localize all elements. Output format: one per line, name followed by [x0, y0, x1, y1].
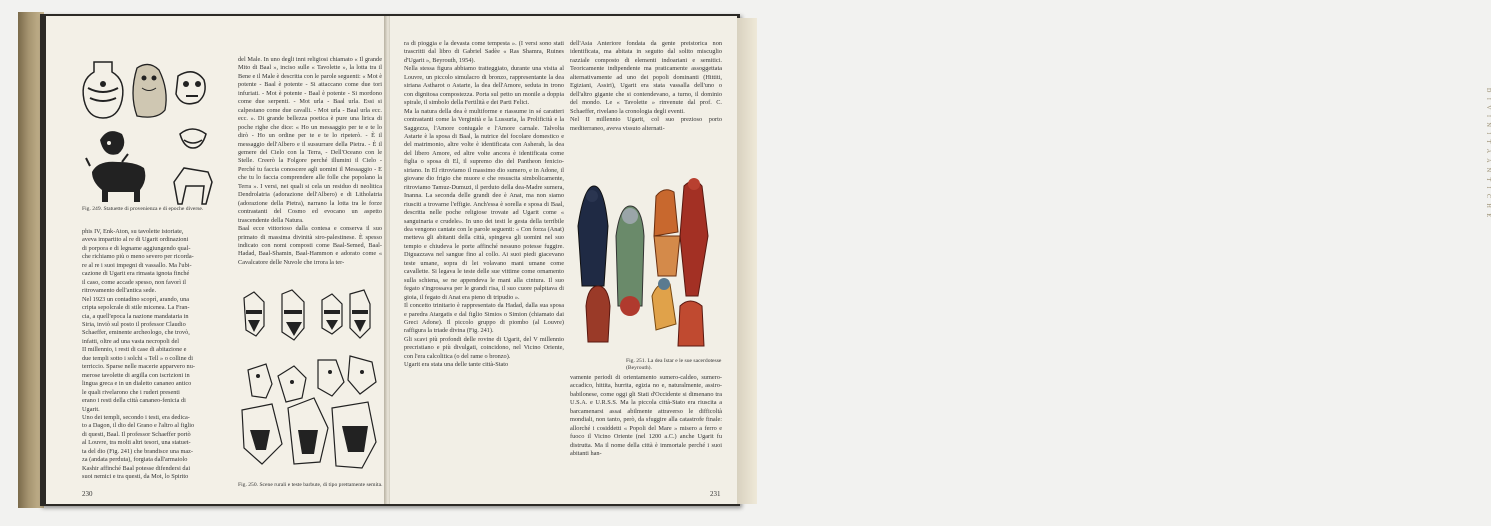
left-page-column-2: del Male. In uno degli inni religiosi chiamato « Il grande Mito di Baal », inciso sulle « Tavolette », la lotta tra il Bene e il Male è descritta con le parole seguenti: « Mot è potente - Baal è potente - Si attaccano come due tori infuriati. - Mot è potente - Baal è potente - Si mordono come due serpenti. - Mot urla - Baal urla. Essi si calpestano come due cavalli. - Mot urla - Baal urla ecc. ecc. ». Di grande bellezza poetica è pure una lirica di poche righe che dice: « Ho un messaggio per te e te lo dirò - Ho un ordine per te e te lo ripeterò. - È il messaggio dell'Albero e il sussurrare della Pietra. - È il gemere del Cielo con la Terra, - Dell'Oceano con le Stelle. Creerò la Folgore perché illumini il Cielo - Perché tu faccia conoscere agli uomini il Messaggio - E che tu lo faccia comprendere alle folle che popolano la Terra ». I versi, nei quali si cela un residuo di neolitica Dendrolatria (adorazione dell'Albero) e di Litholatria (adorazione della Pietra), narrano la lotta tra le forze contrastanti del Cosmo ed evocano un aspetto trascendente della Natura. Baal ecce vittorioso dalla contesa e conserva il suo primato di massima divinità siro-palestinese. È spesso indicato con nomi composti come Baal-Semed, Baal-Hadad, Baal-Shamin, Baal-Hammon e adorato come « Cavalcatore delle Nuvole che irrora la ter- [238, 56, 382, 266]
figure-250-bearded-heads [238, 290, 383, 480]
right-page-column-2-top: dell'Asia Anteriore fondata da gente preistorica non identificata, ma abitata in seguito dal solito miscuglio razziale composto di elementi indoariani e semitici. Teoricamente indipendente ma praticamente assoggettata alternativamente ad uno dei popoli dominanti (Hittiti, Egiziani, Assiri), Ugarit era stata vassalla dell'uno o dell'altro gigante che si contendevano, a turno, il dominio del mondo. Le « Tavolette » rinvenute dal prof. C. Schaeffer, rivelano la cronologia degli eventi. Nel II millennio Ugarit, col suo prezioso porto mediterraneo, aveva vissuto alternati- [570, 40, 722, 132]
page-edges [737, 18, 1491, 504]
figure-249-caption: Fig. 249. Statuette di provenienza e di epoche diverse. [82, 206, 204, 212]
figure-251-caption: Fig. 251. La dea Istar e le sue sacerdotesse (Beyrouth). [626, 358, 722, 371]
edge-text: D I V I N I T À A N T I C H E [1485, 88, 1491, 220]
right-page-column-2-bottom: vamente periodi di orientamento sumero-caldeo, sumero-accadico, hittita, hurrita, egizia no e, naturalmente, assiro-babilonese, come oggi gli Stati d'Occidente si dimenano tra U.S.A. e U.R.S.S. Ma la piccola città-Stato era riuscita a barcamenarsi assai abilmente attraverso le difficoltà mondiali, non tanto, però, da sfuggire alla catastrofe finale: allorché i cosiddetti « Popoli del Mare » misero a ferro e fuoco il Vicino Oriente (nel 1200 a.C.) anche Ugarit fu distrutta. Ma il nome della città è immortale perché i suoi abitanti han- [570, 374, 722, 458]
right-page-column-1: ra di pioggia e la devasta come tempesta ». (I versi sono stati trascritti dal libro di Gabriel Sadèe « Ras Shamra, Ruines d'Ugarit », Beyrouth, 1954). Nella stessa figura abbiamo tratteggiato, durante una visita al Louvre, un piccolo simulacro di bronzo, rappresentante la dea siriana Astharot o Astarte, la dea dell'Amore, seduta in trono con dignitosa compostezza. Porta sul petto un monile a doppia spirale, il simbolo della Fertilità e dei Parti Felici. Ma la natura della dea è multiforme e riassume in sé caratteri contrastanti come la Verginità e la Lussuria, la Prolificità e la Saggezza, l'Amore coniugale e l'Amore carnale. Talvolta Astarte è la sposa di Baal, la nutrice del focolare domestico e del matrimonio, altre volte è identificata con Asherah, la dea del libero Amore, ed altre volte ancora è identificata come figlia o sposa di El, il supremo dio del Pantheon fenicio-siriano. In El ritroviamo il massimo dio sumero, e in Adone, il giovane dio frigio che muore e che resuscita simbolicamente, ritroviamo Tamuz-Dumuzi, il perduto della dea-Madre sumera, Inanna. La seconda delle grandi dee è Anat, ma non siamo riusciti a trovarne l'effigie. Anch'essa è sorella e sposa di Baal, descritta nelle poche religiose trovate ad Ugarit come « sanguinaria e crudele». In uno dei testi le gesta della terribile dea vengono cantate con le parole seguenti: « Con forza (Anat) metteva gli abitanti della città, spingeva gli uomini nel suo tempio e chiudeva le porte affinché nessuno potesse fuggire. Diguazzava nel sangue fino al collo. Ai suoi piedi giacevano teste umane, sopra di lei volavano mani umane come cavallette. Si legava le teste delle sue vittime come ornamento sulla schiena, se ne appendeva le mani alla cintura. Il suo fegato s'ingrossava per le grandi risa, il suo cuore palpitava di gioia, il fegato di Anat era pieno di tripudio ». Il concetto trinitario è rappresentato da Hadad, dalla sua sposa e paredra Atargatis e dal figlio Simios o Simion (chiamato dai Greci Adone). Il piccolo gruppo di piombo (al Louvre) raffigura la triade divina (Fig. 241). Gli scavi più profondi delle rovine di Ugarit, del V millennio precristiano e più divulgati, coincidono, nel Vicino Oriente, con l'era calcolitica (o del rame o bronzo). Ugarit era stata una delle tante città-Stato [404, 40, 564, 369]
figure-249-statuettes [82, 54, 222, 214]
left-page-number: 230 [82, 490, 93, 498]
figure-250-caption: Fig. 250. Scene rurali e teste barbute, di tipo prettamente semita. [238, 482, 383, 488]
right-page [390, 16, 737, 504]
left-page-column-1: phis IV, Enk-Aton, su tavolette istoriate, avevа impartito al re di Ugarit ordinazioni di porpora e di legname aggiungendo qual- che richiamo più o meno severo per ricorda- re al re i suoi impegni di vassallo. Ma l'ubi- cazione di Ugarit era rimasta ignota finché il caso, come accade spesso, non favorì il ritrovamento dell'antica sede. Nel 1923 un contadino scoprì, arando, una cripta sepolcrale di stile micenea. La Fran- cia, a quell'epoca la nazione mandataria in Siria, inviò sul posto il professor Claudio Schaeffer, eminente archeologo, che trovò, infatti, oltre ad una vasta necropoli del II millennio, i resti di case di abitazione e due templi sotto i solchi « Tell » o colline di terriccio. Sparse nelle macerie apparvero nu- merose tavolette di argilla con iscrizioni in lingua greca e in un dialetto cananeo antico le quali rivelarono che i ruderi presenti erano i resti della città cananeo-fenicia di Ugarit. Uno dei templi, secondo i testi, era dedica- to a Dagon, il dio del Grano e l'altro al figlio di questi, Baal. Il professor Schaeffer portò al Louvre, tra molti altri tesori, una statuet- ta del dio (Fig. 241) che brandisce una maz- za (andata perduta), forgiata dall'armaiolo Kashir affinché Baal potesse difendersi dai suoi nemici e tra questi, da Mot, lo Spirito [82, 228, 195, 481]
figure-251-istar-priestesses [570, 156, 722, 356]
right-page-number: 231 [710, 490, 721, 498]
left-page [46, 16, 385, 504]
